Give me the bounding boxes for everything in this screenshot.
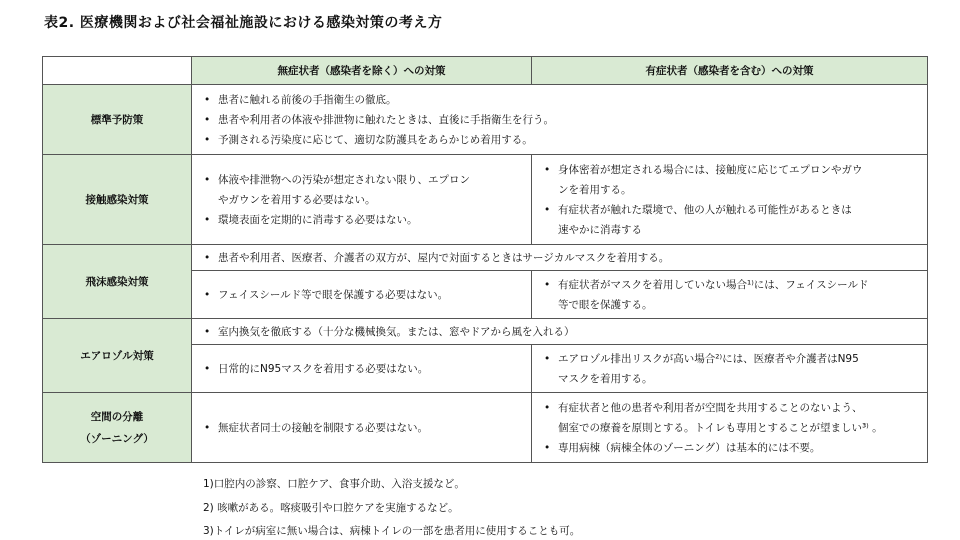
droplet-shared-cell	[192, 245, 928, 271]
list-item: • 患者に触れる前後の手指衛生の徹底。	[202, 90, 919, 110]
list-item: • 患者や利用者の体液や排泄物に触れたときは、直後に手指衛生を行う。	[202, 110, 919, 130]
list-item: • 専用病棟（病棟全体のゾーニング）は基本的には不要。	[542, 438, 919, 458]
aerosol-asymptomatic-cell	[192, 345, 532, 393]
infection-control-table	[42, 56, 928, 463]
zoning-asymptomatic-cell	[192, 393, 532, 463]
list-item: • 無症状者同士の接触を制限する必要はない。	[202, 418, 523, 438]
zoning-symptomatic-cell	[532, 393, 928, 463]
zoning-label-line1: 空間の分離	[90, 410, 144, 423]
footnote-1: 1)口腔内の診察、口腔ケア、食事介助、入浴支援など。	[203, 478, 465, 490]
list-item: • 有症状者と他の患者や利用者が空間を共用することのないよう、 個室での療養を原則とする。トイレも専用とすることが望ましい³⁾ 。	[542, 398, 919, 438]
list-item: • 患者や利用者、医療者、介護者の双方が、屋内で対面するときはサージカルマスクを着用する。	[202, 248, 919, 268]
list-item: • 室内換気を徹底する（十分な機械換気。または、窓やドアから風を入れる）	[202, 322, 919, 342]
list-item: • 日常的にN95マスクを着用する必要はない。	[202, 359, 523, 379]
list-item: • 有症状者が触れた環境で、他の人が触れる可能性があるときは 速やかに消毒する	[542, 200, 919, 240]
list-item: • 予測される汚染度に応じて、適切な防護具をあらかじめ着用する。	[202, 130, 919, 150]
header-asymptomatic: 無症状者（感染者を除く）への対策	[192, 57, 532, 85]
list-item: • フェイスシールド等で眼を保護する必要はない。	[202, 285, 523, 305]
aerosol-symptomatic-cell	[532, 345, 928, 393]
row-label-aerosol-precautions: エアロゾル対策	[43, 319, 192, 393]
zoning-label-line2: （ゾーニング）	[80, 432, 154, 445]
header-empty-cell	[43, 57, 192, 85]
contact-symptomatic-cell	[532, 155, 928, 245]
footnote-2: 2) 咳嗽がある。喀痰吸引や口腔ケアを実施するなど。	[203, 502, 459, 514]
standard-precautions-cell	[192, 85, 928, 155]
list-item: • 有症状者がマスクを着用していない場合¹⁾には、フェイスシールド 等で眼を保護する。	[542, 275, 919, 315]
list-item: • エアロゾル排出リスクが高い場合²⁾には、医療者や介護者はN95 マスクを着用する。	[542, 349, 919, 389]
aerosol-shared-cell	[192, 319, 928, 345]
footnote-3: 3)トイレが病室に無い場合は、病棟トイレの一部を患者用に使用することも可。	[203, 525, 581, 537]
list-item: • 体液や排泄物への汚染が想定されない限り、エプロン やガウンを着用する必要はない。	[202, 170, 523, 210]
table-title: 表2. 医療機関および社会福祉施設における感染対策の考え方	[44, 15, 443, 31]
contact-asymptomatic-cell	[192, 155, 532, 245]
list-item: • 身体密着が想定される場合には、接触度に応じてエプロンやガウ ンを着用する。	[542, 160, 919, 200]
row-label-contact-precautions: 接触感染対策	[43, 155, 192, 245]
row-label-droplet-precautions: 飛沫感染対策	[43, 245, 192, 319]
droplet-asymptomatic-cell	[192, 271, 532, 319]
row-label-zoning	[43, 393, 192, 463]
header-symptomatic: 有症状者（感染者を含む）への対策	[532, 57, 928, 85]
row-label-standard-precautions: 標準予防策	[43, 85, 192, 155]
list-item: • 環境表面を定期的に消毒する必要はない。	[202, 210, 523, 230]
droplet-symptomatic-cell	[532, 271, 928, 319]
